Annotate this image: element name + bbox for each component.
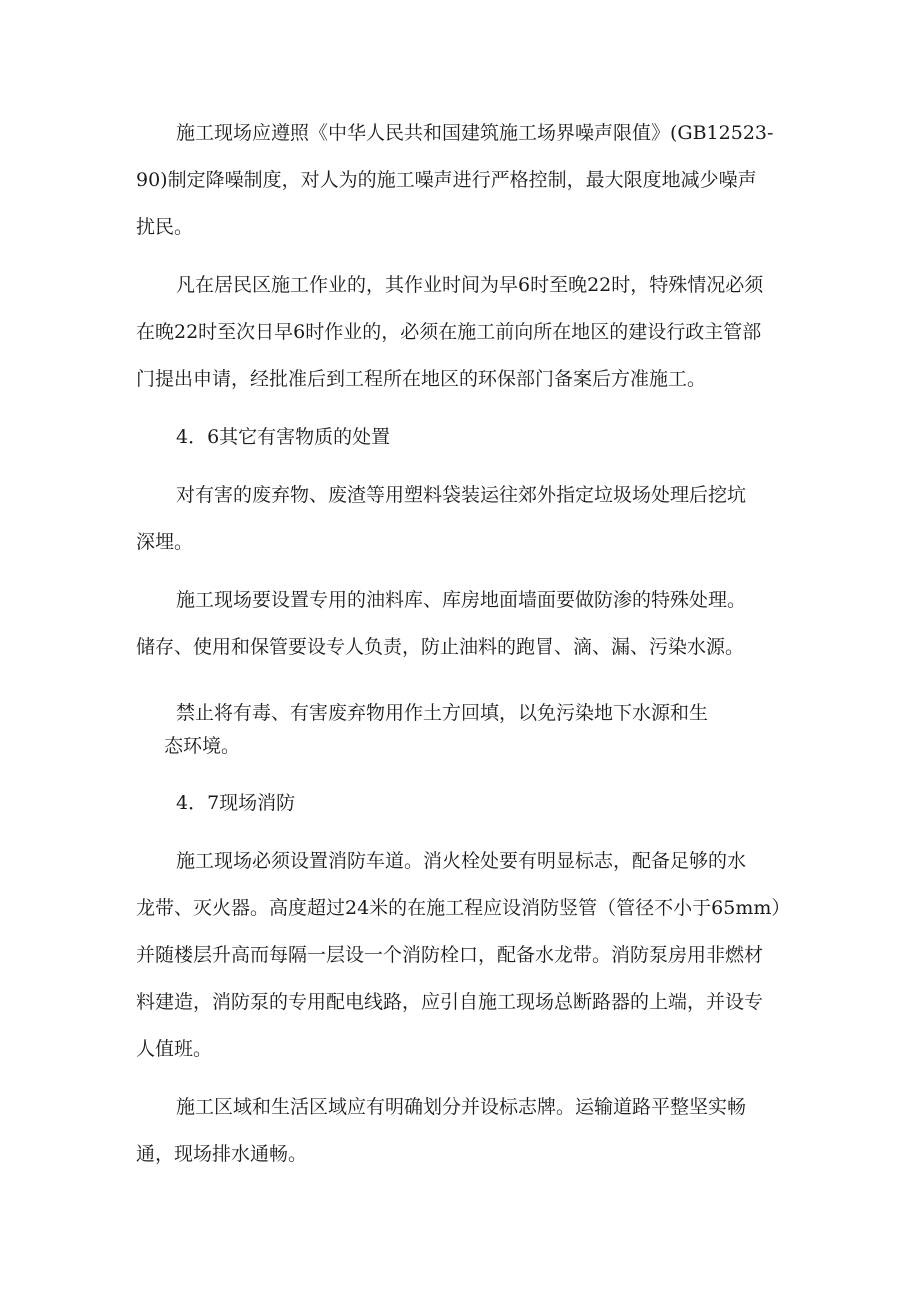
- paragraph-zones-line-1: 施工区域和生活区域应有明确划分并设标志牌。运输道路平整坚实畅: [176, 1096, 747, 1118]
- paragraph-noise-line-3: 扰民。: [136, 216, 194, 238]
- paragraph-worktime-line-3: 门提出申请，经批准后到工程所在地区的环保部门备案后方准施工。: [136, 368, 707, 390]
- paragraph-fire-line-2: 龙带、灭火器。高度超过24米的在施工程应设消防竖管（管径不小于65mm）: [136, 897, 791, 919]
- paragraph-waste-line-2: 深埋。: [136, 531, 194, 553]
- paragraph-waste-line-1: 对有害的废弃物、废渣等用塑料袋装运往郊外指定垃圾场处理后挖坑: [176, 484, 747, 506]
- section-heading-4-6: 4．6其它有害物质的处置: [176, 426, 391, 448]
- paragraph-worktime-line-1: 凡在居民区施工作业的，其作业时间为早6时至晚22时，特殊情况必须: [176, 274, 764, 296]
- paragraph-toxic-line-1: 禁止将有毒、有害废弃物用作土方回填，以免污染地下水源和生: [176, 702, 709, 724]
- paragraph-fire-line-3: 并随楼层升高而每隔一层设一个消防栓口，配备水龙带。消防泵房用非燃材: [136, 944, 764, 966]
- section-heading-4-7: 4．7现场消防: [176, 792, 296, 814]
- paragraph-fire-line-5: 人值班。: [136, 1038, 213, 1060]
- paragraph-zones-line-2: 通，现场排水通畅。: [136, 1143, 308, 1165]
- paragraph-noise-line-1: 施工现场应遵照《中华人民共和国建筑施工场界噪声限值》(GB12523-: [176, 122, 774, 144]
- paragraph-fire-line-1: 施工现场必须设置消防车道。消火栓处要有明显标志，配备足够的水: [176, 850, 747, 872]
- paragraph-oil-line-1: 施工现场要设置专用的油料库、库房地面墙面要做防渗的特殊处理。: [176, 589, 747, 611]
- paragraph-noise-line-2: 90)制定降噪制度，对人为的施工噪声进行严格控制，最大限度地减少噪声: [136, 169, 757, 191]
- paragraph-toxic-line-2: 态环境。: [164, 735, 241, 757]
- paragraph-oil-line-2: 储存、使用和保管要设专人负责，防止油料的跑冒、滴、漏、污染水源。: [136, 636, 745, 658]
- paragraph-fire-line-4: 料建造，消防泵的专用配电线路，应引自施工现场总断路器的上端，并设专: [136, 991, 764, 1013]
- paragraph-worktime-line-2: 在晚22时至次日早6时作业的，必须在施工前向所在地区的建设行政主管部: [136, 321, 762, 343]
